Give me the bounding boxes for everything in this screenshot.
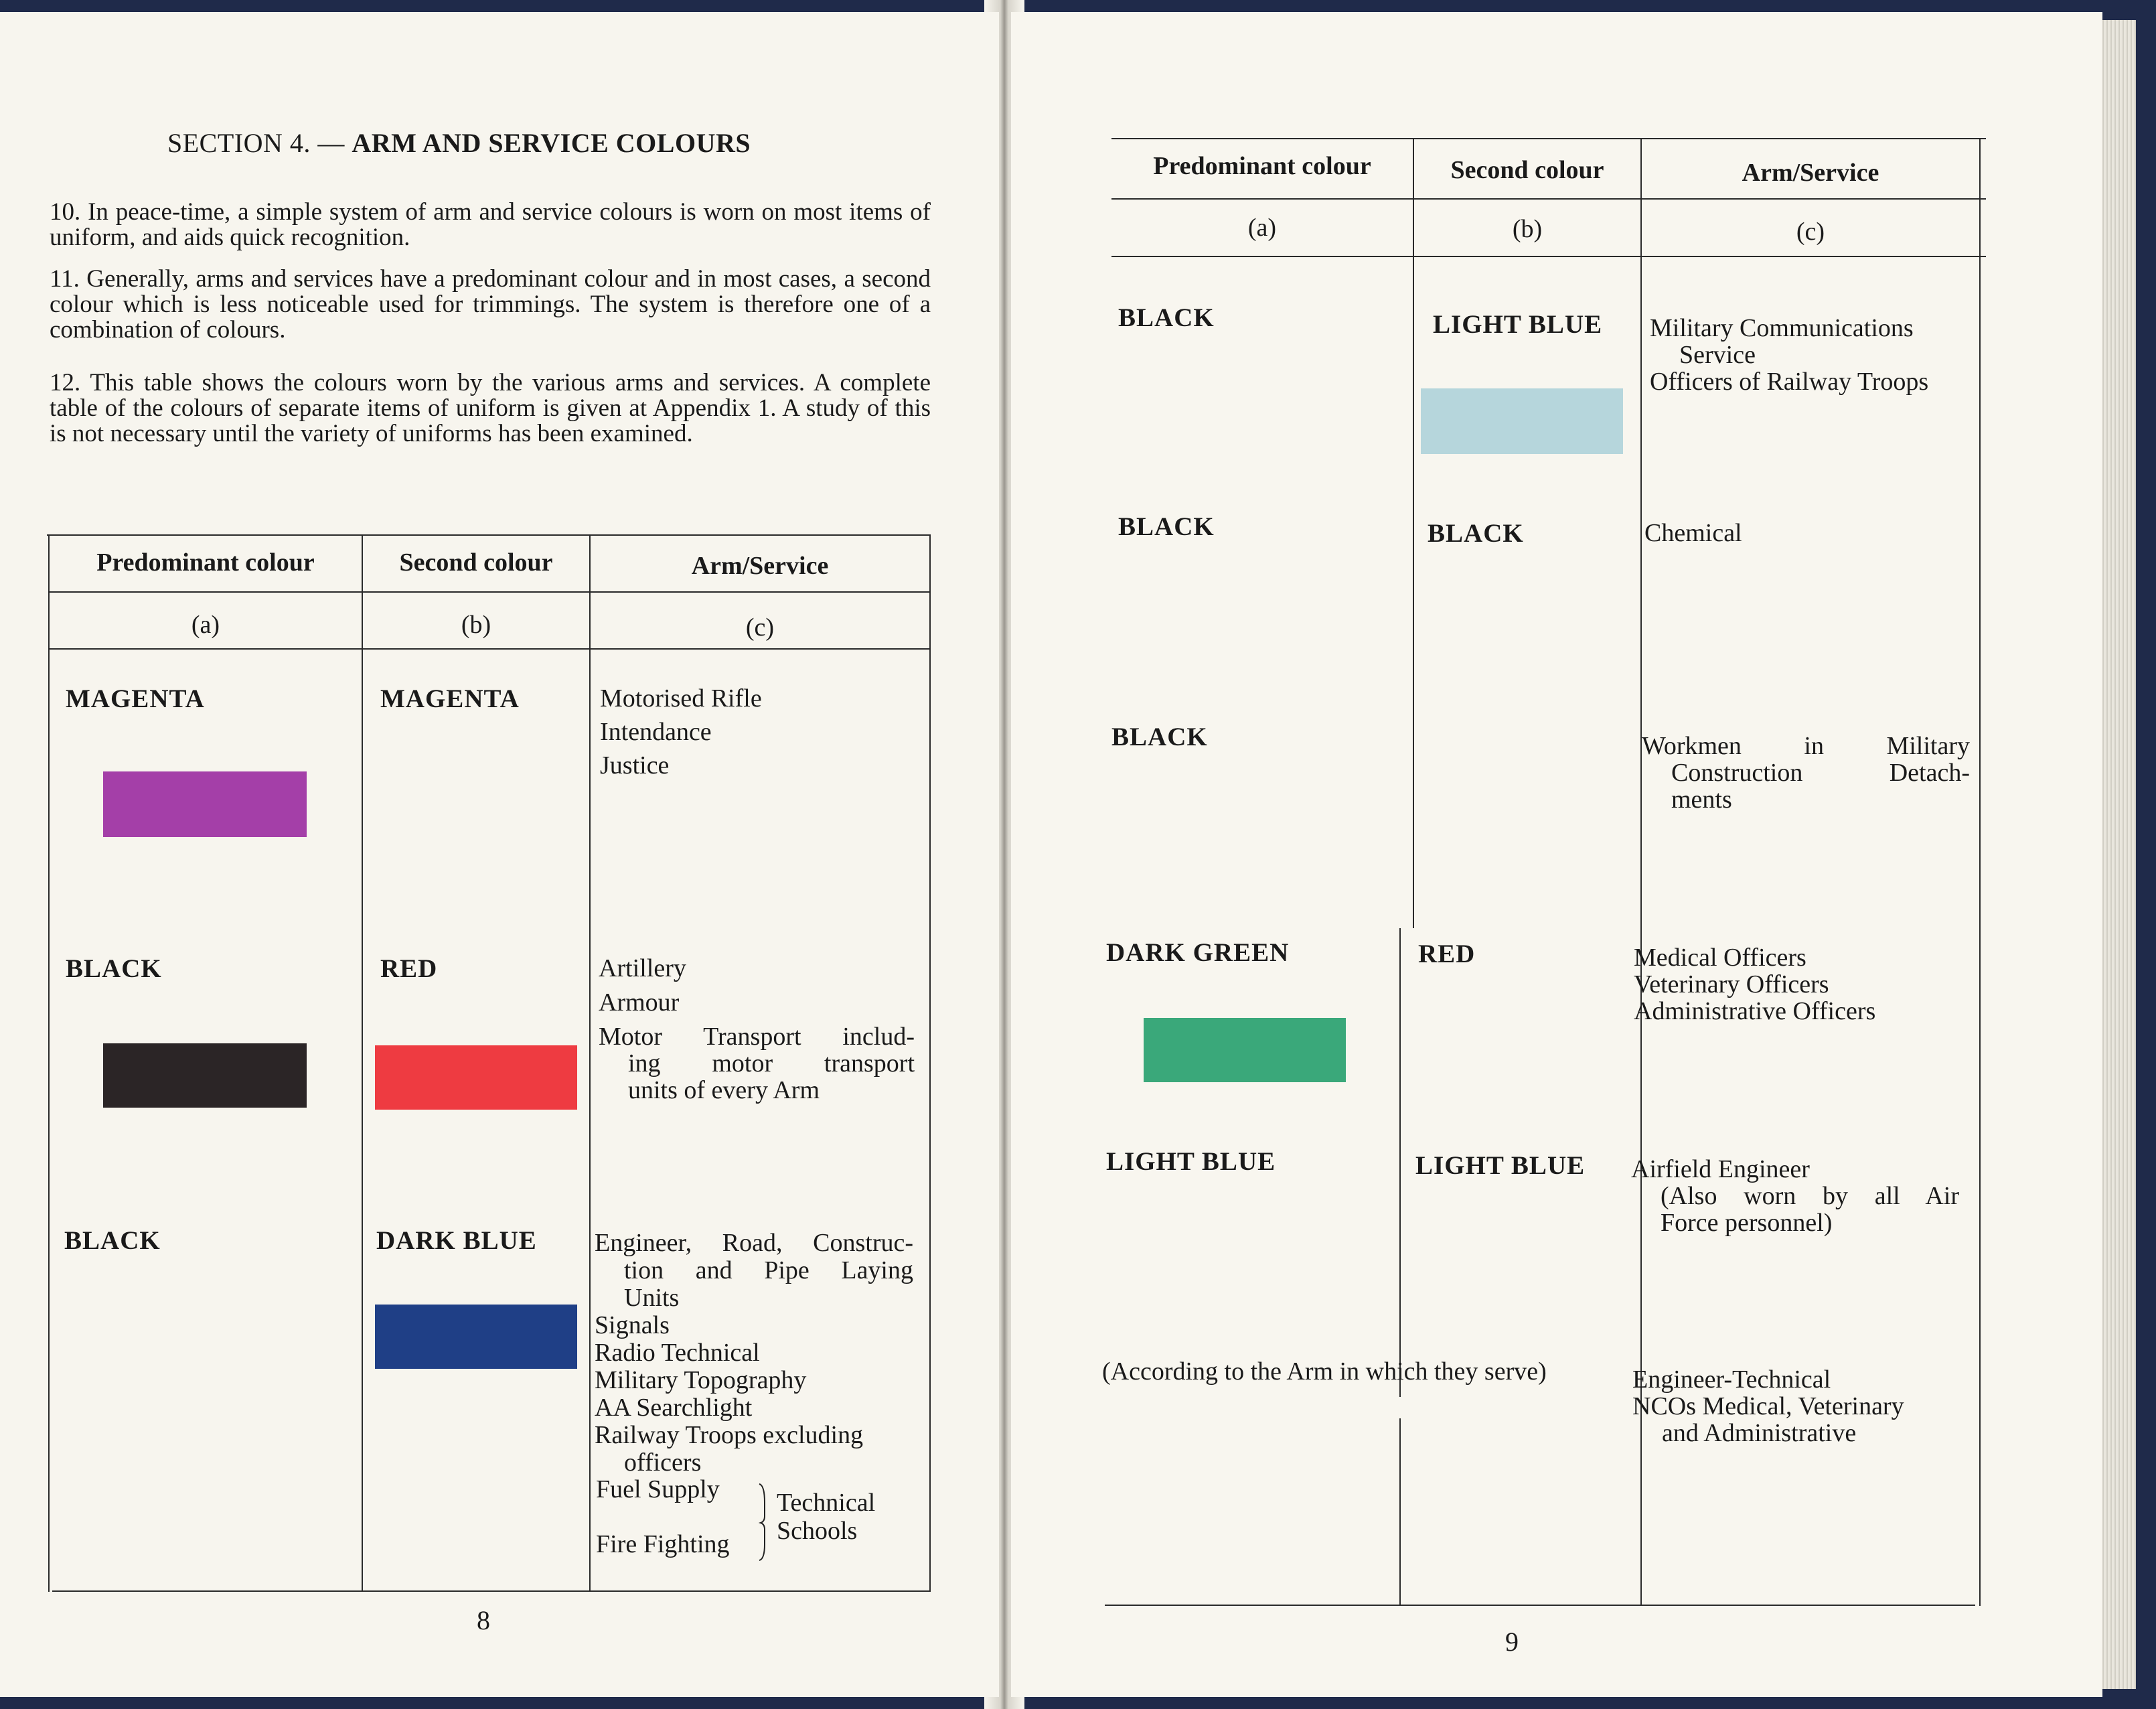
- predominant-colour: MAGENTA: [66, 684, 205, 713]
- table-rule: [52, 1590, 931, 1592]
- second-colour: BLACK: [1428, 519, 1524, 548]
- black-swatch: [103, 1043, 307, 1108]
- predominant-colour: DARK GREEN: [1106, 938, 1290, 967]
- right-page: [1011, 12, 2102, 1697]
- column-subheader-c: (c): [1796, 218, 1825, 246]
- service-item: Medical Officers: [1634, 944, 1806, 972]
- left-page: [0, 12, 999, 1697]
- arm-service-list: [599, 955, 915, 1104]
- predominant-colour: BLACK: [1118, 512, 1215, 541]
- service-item: Fuel Supply: [596, 1475, 720, 1503]
- service-item: Radio Technical: [595, 1339, 760, 1367]
- service-item: Motorised Rifle: [600, 684, 762, 713]
- service-item: officers: [624, 1448, 702, 1477]
- section-prefix: SECTION 4. —: [167, 128, 345, 158]
- arm-service-list: [1631, 1156, 1959, 1236]
- service-item: Officers of Railway Troops: [1650, 368, 1929, 396]
- service-item: units of every Arm: [628, 1076, 820, 1104]
- section-heading: [167, 127, 751, 159]
- column-header-second: Second colour: [1450, 156, 1604, 184]
- table-rule: [1399, 1418, 1401, 1606]
- second-colour: LIGHT BLUE: [1433, 310, 1603, 339]
- row-note: (According to the Arm in which they serve): [1102, 1357, 1547, 1386]
- paragraph-10: 10. In peace-time, a simple system of arm and service colours is worn on most items of uniform, and aids quick recognition.: [50, 198, 931, 251]
- table-rule: [1111, 138, 1986, 139]
- second-colour: RED: [1418, 940, 1476, 968]
- service-item: tion and Pipe Laying: [624, 1256, 913, 1284]
- arm-service-list: [595, 1230, 913, 1477]
- column-header-predominant: Predominant colour: [96, 548, 315, 577]
- predominant-colour: BLACK: [64, 1226, 161, 1255]
- predominant-colour: LIGHT BLUE: [1106, 1147, 1276, 1176]
- service-item: Veterinary Officers: [1634, 970, 1829, 998]
- service-item: Railway Troops excluding: [595, 1421, 864, 1449]
- service-item: Schools: [777, 1517, 858, 1545]
- table-rule: [1111, 256, 1986, 257]
- paragraph-12: 12. This table shows the colours worn by the various arms and services. A complete table of the colours of separate items of uniform is given at Appendix 1. A study of this is not necessary until the variety of uniforms has been examined.: [50, 369, 931, 447]
- table-rule: [47, 534, 931, 536]
- service-item: Signals: [595, 1311, 670, 1339]
- column-header-arm-service: Arm/Service: [1742, 159, 1879, 187]
- column-subheader-a: (a): [1247, 214, 1277, 242]
- service-item: Units: [624, 1284, 680, 1312]
- section-title: ARM AND SERVICE COLOURS: [352, 128, 751, 158]
- predominant-colour: BLACK: [66, 954, 162, 983]
- table-rule: [1399, 928, 1401, 1397]
- service-item: Armour: [599, 988, 680, 1017]
- service-item: ments: [1671, 786, 1732, 814]
- service-item: Force personnel): [1661, 1209, 1833, 1237]
- service-item: AA Searchlight: [595, 1394, 753, 1422]
- table-rule: [48, 534, 50, 1592]
- service-item: Workmen in Military: [1642, 732, 1970, 760]
- service-item: (Also worn by all Air: [1661, 1182, 1959, 1210]
- service-item: Technical: [777, 1489, 876, 1517]
- arm-service-list: [1650, 315, 1971, 395]
- table-rule: [1105, 1605, 1975, 1606]
- arm-service-list: [600, 685, 915, 779]
- dark-green-swatch: [1144, 1018, 1346, 1082]
- column-subheader-a: (a): [191, 611, 220, 639]
- brace-icon: [758, 1483, 767, 1562]
- service-item: Service: [1679, 341, 1756, 369]
- service-item: Engineer-Technical: [1632, 1365, 1831, 1394]
- service-item: Fire Fighting: [596, 1530, 730, 1558]
- service-item: Administrative Officers: [1634, 997, 1876, 1025]
- table-rule: [1979, 138, 1981, 1606]
- table-rule: [929, 534, 931, 1592]
- predominant-colour: BLACK: [1118, 303, 1215, 332]
- service-item: Construction Detach-: [1671, 759, 1970, 787]
- service-item: Military Communications: [1650, 314, 1914, 342]
- service-item: Engineer, Road, Construc-: [595, 1229, 913, 1257]
- service-item: Airfield Engineer: [1631, 1155, 1810, 1183]
- column-subheader-b: (b): [1512, 215, 1543, 243]
- service-item: Military Topography: [595, 1366, 807, 1394]
- second-colour: DARK BLUE: [376, 1226, 537, 1255]
- service-item: Motor Transport includ-: [599, 1023, 915, 1051]
- light-blue-swatch: [1421, 388, 1623, 454]
- red-swatch: [375, 1045, 577, 1110]
- table-rule: [50, 591, 931, 593]
- arm-service-list: [1634, 944, 1969, 1025]
- predominant-colour: BLACK: [1111, 723, 1208, 751]
- service-item: Intendance: [600, 718, 712, 746]
- service-item: Justice: [600, 751, 670, 779]
- page-number: 8: [477, 1605, 490, 1635]
- service-item: and Administrative: [1662, 1419, 1857, 1447]
- second-colour: RED: [380, 954, 438, 983]
- dark-blue-swatch: [375, 1305, 577, 1369]
- magenta-swatch: [103, 771, 307, 837]
- column-subheader-c: (c): [745, 613, 775, 642]
- column-header-predominant: Predominant colour: [1153, 152, 1371, 180]
- column-header-second: Second colour: [399, 548, 553, 577]
- column-header-arm-service: Arm/Service: [691, 552, 829, 580]
- paragraph-11: 11. Generally, arms and services have a predominant colour and in most cases, a second colour which is less noticeable used for trimmings. The system is therefore one of a combination of colours.: [50, 265, 931, 344]
- service-item: Artillery: [599, 954, 686, 982]
- second-colour: MAGENTA: [380, 684, 520, 713]
- column-subheader-b: (b): [461, 611, 491, 639]
- arm-service-list: [1632, 1366, 1967, 1446]
- table-rule: [362, 534, 363, 1592]
- table-rule: [1111, 198, 1986, 200]
- table-rule: [50, 648, 931, 650]
- page-number: 9: [1505, 1627, 1519, 1657]
- table-rule: [589, 534, 591, 1592]
- arm-service-list: [1642, 733, 1970, 813]
- service-item: Chemical: [1644, 519, 1742, 547]
- second-colour: LIGHT BLUE: [1415, 1151, 1586, 1180]
- table-rule: [1413, 138, 1414, 928]
- service-item: ing motor transport: [628, 1049, 915, 1078]
- service-item: NCOs Medical, Veterinary: [1632, 1392, 1904, 1420]
